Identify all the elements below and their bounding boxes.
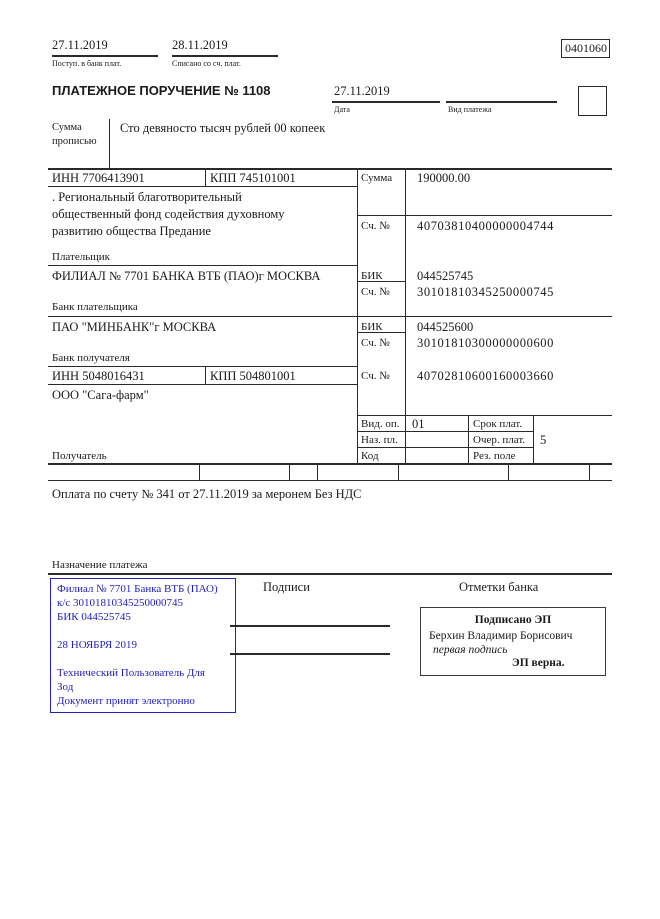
form-code-box [561, 39, 610, 58]
divider [48, 186, 357, 187]
payer-name-line2: общественный фонд содействия духовному [52, 207, 285, 221]
amount-words-label-1: Сумма [52, 122, 82, 133]
divider [48, 265, 357, 266]
payee-bank-bik-label: БИК [361, 321, 383, 333]
esign-title: Подписано ЭП [474, 614, 552, 626]
received-date-label: Поступ. в банк плат. [52, 59, 122, 68]
payer-account-label: Сч. № [361, 220, 390, 232]
divider [357, 447, 533, 448]
divider [48, 366, 357, 367]
divider [468, 415, 469, 464]
divider [357, 431, 533, 432]
sum-label: Сумма [361, 172, 393, 184]
payee-bank-account-label: Сч. № [361, 337, 390, 349]
divider [48, 316, 612, 317]
stamp-line [57, 652, 235, 666]
esign-verified: ЭП верна. [511, 657, 565, 669]
stamp-line: Зод [57, 681, 74, 693]
purpose-label: Назначение платежа [52, 559, 148, 571]
esign-box [420, 607, 606, 676]
esign-subtitle: первая подпись [433, 644, 508, 656]
payer-bank-name: ФИЛИАЛ № 7701 БАНКА ВТБ (ПАО)г МОСКВА [52, 269, 321, 283]
page-title: ПЛАТЕЖНОЕ ПОРУЧЕНИЕ № 1108 [52, 83, 271, 98]
payer-name-line3: развитию общества Предание [52, 224, 211, 238]
divider [398, 463, 399, 480]
payee-label: Получатель [52, 450, 107, 462]
payment-type-box [578, 86, 607, 116]
payee-account-label: Сч. № [361, 370, 390, 382]
payee-bank-label: Банк получателя [52, 352, 130, 364]
divider [48, 384, 357, 385]
divider [48, 480, 612, 481]
debited-date-label: Списано со сч. плат. [172, 59, 241, 68]
signature-line [230, 625, 390, 627]
payee-bank-account: 30101810300000000600 [417, 336, 554, 350]
signatures-label: Подписи [263, 580, 310, 594]
payee-bank-bik: 044525600 [417, 320, 474, 334]
payee-account: 40702810600160003660 [417, 369, 554, 383]
amount-words-label-2: прописью [52, 136, 97, 147]
divider [357, 415, 612, 416]
divider [48, 573, 612, 575]
sum-value: 190000.00 [417, 171, 471, 185]
reserve-label: Рез. поле [473, 450, 516, 462]
bank-stamp [50, 578, 236, 713]
code-label: Код [361, 450, 379, 462]
stamp-line: к/с 30101810345250000745 [57, 597, 184, 609]
stamp-line [57, 624, 235, 638]
stamp-line: Документ принят электронно [57, 695, 195, 707]
amount-in-words: Сто девяносто тысяч рублей 00 копеек [120, 121, 326, 135]
divider [289, 463, 290, 480]
purpose-text: Оплата по счету № 341 от 27.11.2019 за меронем Без НДС [52, 487, 362, 501]
divider [508, 463, 509, 480]
purpose-code-label: Наз. пл. [361, 434, 398, 446]
divider [589, 463, 590, 480]
payment-type-label: Вид платежа [448, 105, 492, 114]
esign-name: Берхин Владимир Борисович [429, 630, 573, 642]
due-date-label: Срок плат. [473, 418, 523, 430]
divider [48, 168, 612, 170]
order-label: Очер. плат. [473, 434, 526, 446]
op-type-value: 01 [412, 417, 425, 431]
order-value: 5 [540, 433, 547, 447]
payer-bank-bik-label: БИК [361, 270, 383, 282]
divider [357, 215, 612, 216]
divider [533, 415, 534, 464]
divider [446, 101, 557, 103]
form-code: 0401060 [565, 41, 607, 55]
divider [48, 463, 612, 465]
payer-bank-account-label: Сч. № [361, 286, 390, 298]
divider [205, 366, 206, 384]
divider [109, 119, 110, 168]
stamp-line: 28 НОЯБРЯ 2019 [57, 639, 138, 651]
divider [205, 168, 206, 186]
payer-bank-bik: 044525745 [417, 269, 474, 283]
payer-bank-account: 30101810345250000745 [417, 285, 554, 299]
bank-marks-label: Отметки банка [459, 580, 539, 594]
divider [317, 463, 318, 480]
payer-label: Плательщик [52, 251, 110, 263]
payer-account: 40703810400000004744 [417, 219, 554, 233]
divider [332, 101, 440, 103]
divider [199, 463, 200, 480]
op-type-label: Вид. оп. [361, 418, 400, 430]
received-date: 27.11.2019 [52, 38, 108, 52]
payee-name: ООО "Сага-фарм" [52, 388, 149, 402]
stamp-line: Технический Пользователь Для [57, 667, 205, 679]
stamp-line: Филиал № 7701 Банка ВТБ (ПАО) [57, 583, 218, 595]
divider [172, 55, 278, 57]
divider [52, 55, 158, 57]
signature-line [230, 653, 390, 655]
payee-kpp: КПП 504801001 [210, 369, 296, 383]
stamp-line: БИК 044525745 [57, 611, 131, 623]
date-label: Дата [334, 105, 350, 114]
payee-inn: ИНН 5048016431 [52, 369, 145, 383]
payer-kpp: КПП 745101001 [210, 171, 296, 185]
payee-bank-name: ПАО "МИНБАНК"г МОСКВА [52, 320, 217, 334]
payer-bank-label: Банк плательщика [52, 301, 138, 313]
document-date: 27.11.2019 [334, 84, 390, 98]
payer-inn: ИНН 7706413901 [52, 171, 145, 185]
debited-date: 28.11.2019 [172, 38, 228, 52]
payer-name-line1: . Региональный благотворительный [52, 190, 242, 204]
